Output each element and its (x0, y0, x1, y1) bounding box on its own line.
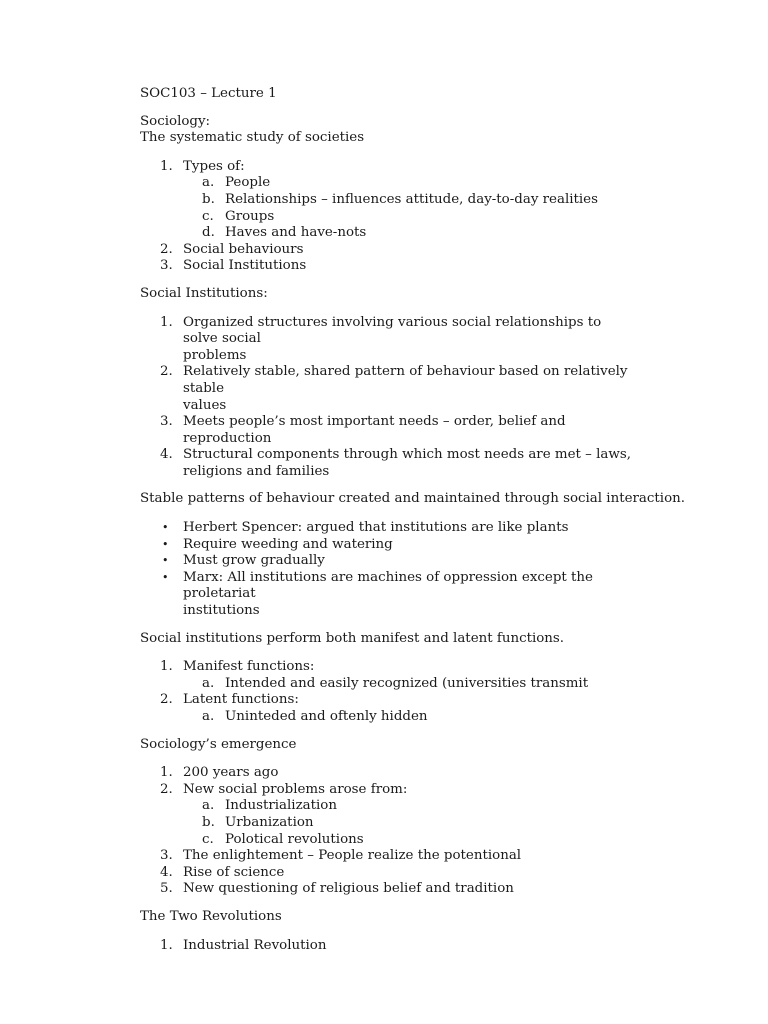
sub-list-text: Industrialization (225, 798, 337, 814)
section-heading-social-institutions: Social Institutions: (140, 285, 268, 301)
list-item-text: Industrial Revolution (183, 937, 327, 953)
section-heading-functions: Social institutions perform both manifest and latent functions. (140, 630, 565, 646)
list-number: 5. (160, 881, 173, 897)
bullet-icon: • (162, 521, 169, 535)
sub-list-letter: a. (202, 175, 215, 191)
list-number: 2. (160, 364, 173, 380)
sub-list-item (140, 709, 640, 726)
sub-list-letter: a. (202, 709, 215, 724)
sub-list-letter: d. (202, 225, 215, 241)
list-item-text: New social problems arose from: (183, 781, 408, 797)
sub-list (183, 798, 640, 848)
bullet-icon: • (162, 537, 169, 551)
list-number: 1. (160, 765, 173, 781)
sub-list (183, 175, 640, 241)
bullet-line: Must grow gradually (183, 553, 325, 569)
list-item (140, 765, 640, 782)
list-item (140, 364, 640, 414)
list-number: 1. (160, 314, 173, 330)
bullet-icon: • (162, 570, 169, 584)
list-item (140, 848, 640, 865)
sub-list-text: Uninteded and oftenly hidden (225, 709, 428, 724)
list-number: 4. (160, 447, 173, 463)
sociology-definition: The systematic study of societies (140, 130, 365, 146)
list-item-text: New questioning of religious belief and tradition (183, 881, 514, 897)
functions-list (140, 659, 640, 725)
sociology-list (140, 159, 640, 275)
sub-list-text: Haves and have-nots (225, 225, 367, 241)
list-item-line: Meets people’s most important needs – order, belief and reproduction (183, 414, 566, 446)
list-number: 3. (160, 848, 173, 864)
sub-list-text: Relationships – influences attitude, day-to-day realities (225, 191, 598, 207)
sub-list-text: Intended and easily recognized (universities transmit (225, 675, 589, 691)
revolutions-list (140, 938, 640, 955)
sub-list-item (140, 832, 640, 849)
list-item (140, 692, 640, 725)
sub-list-item (140, 225, 640, 242)
sub-list-letter: b. (202, 191, 215, 207)
social-institutions-list (140, 315, 640, 481)
sub-list-text: People (225, 175, 271, 191)
bullet-line: Herbert Spencer: argued that institutions are like plants (183, 520, 569, 536)
sub-list (183, 709, 640, 726)
list-item-line: Relatively stable, shared pattern of behaviour based on relatively stable (183, 364, 628, 396)
sub-list-letter: b. (202, 814, 215, 830)
list-item (140, 659, 640, 692)
list-item-line: religions and families (183, 463, 330, 479)
list-item (140, 881, 640, 898)
list-item (140, 414, 640, 447)
bullet-item (140, 553, 640, 570)
bullet-line: Require weeding and watering (183, 536, 393, 552)
list-item (140, 159, 640, 242)
list-item-text: 200 years ago (183, 765, 279, 781)
bullet-line: Marx: All institutions are machines of oppression except the proletariat (183, 569, 593, 602)
list-item-text: Social behaviours (183, 241, 304, 257)
sub-list-item (140, 192, 640, 209)
document-page (140, 86, 686, 954)
list-number: 1. (160, 937, 173, 953)
list-number: 4. (160, 864, 173, 880)
list-item (140, 447, 640, 480)
list-item (140, 865, 640, 882)
list-item (140, 782, 640, 848)
sub-list-letter: a. (202, 675, 215, 691)
sub-list-item (140, 209, 640, 226)
bullet-item (140, 537, 640, 554)
list-item (140, 258, 640, 275)
sub-list-letter: a. (202, 798, 215, 814)
list-item (140, 315, 640, 365)
list-item-text: Rise of science (183, 864, 285, 880)
list-item-line: Structural components through which most needs are met – laws, (183, 447, 631, 463)
sub-list-text: Polotical revolutions (225, 831, 364, 847)
document-title: SOC103 – Lecture 1 (140, 86, 277, 101)
sub-list-item (140, 676, 640, 693)
emergence-list (140, 765, 640, 898)
sub-list-letter: c. (202, 208, 214, 224)
sub-list-text: Urbanization (225, 814, 314, 830)
list-item-text: Latent functions: (183, 692, 299, 708)
section-heading-two-revolutions: The Two Revolutions (140, 908, 282, 924)
list-number: 3. (160, 414, 173, 430)
list-item (140, 242, 640, 259)
list-number: 1. (160, 659, 173, 675)
sub-list-letter: c. (202, 831, 214, 847)
bullet-icon: • (162, 554, 169, 568)
list-number: 2. (160, 241, 173, 257)
section-heading-stable-patterns: Stable patterns of behaviour created and maintained through social interaction. (140, 491, 686, 507)
sub-list-item (140, 815, 640, 832)
list-item-line: problems (183, 347, 247, 363)
list-item-line: Organized structures involving various social relationships to solve social (183, 314, 602, 347)
list-item-text: Social Institutions (183, 258, 307, 274)
list-item-line: values (183, 397, 227, 413)
sub-list-item (140, 798, 640, 815)
list-item (140, 938, 640, 955)
bullet-line: institutions (183, 603, 260, 619)
list-item-text: Types of: (183, 158, 245, 174)
list-item-text: Manifest functions: (183, 659, 315, 675)
sub-list (183, 676, 640, 693)
bullet-item (140, 520, 640, 537)
list-number: 2. (160, 692, 173, 708)
list-number: 3. (160, 258, 173, 274)
list-number: 2. (160, 781, 173, 797)
section-heading-sociology: Sociology: (140, 113, 211, 129)
bullet-item (140, 570, 640, 620)
list-number: 1. (160, 158, 173, 174)
sub-list-item (140, 175, 640, 192)
bullet-list (140, 520, 640, 620)
list-item-text: The enlightement – People realize the potentional (183, 848, 522, 864)
sub-list-text: Groups (225, 208, 275, 224)
section-heading-emergence: Sociology’s emergence (140, 736, 297, 752)
